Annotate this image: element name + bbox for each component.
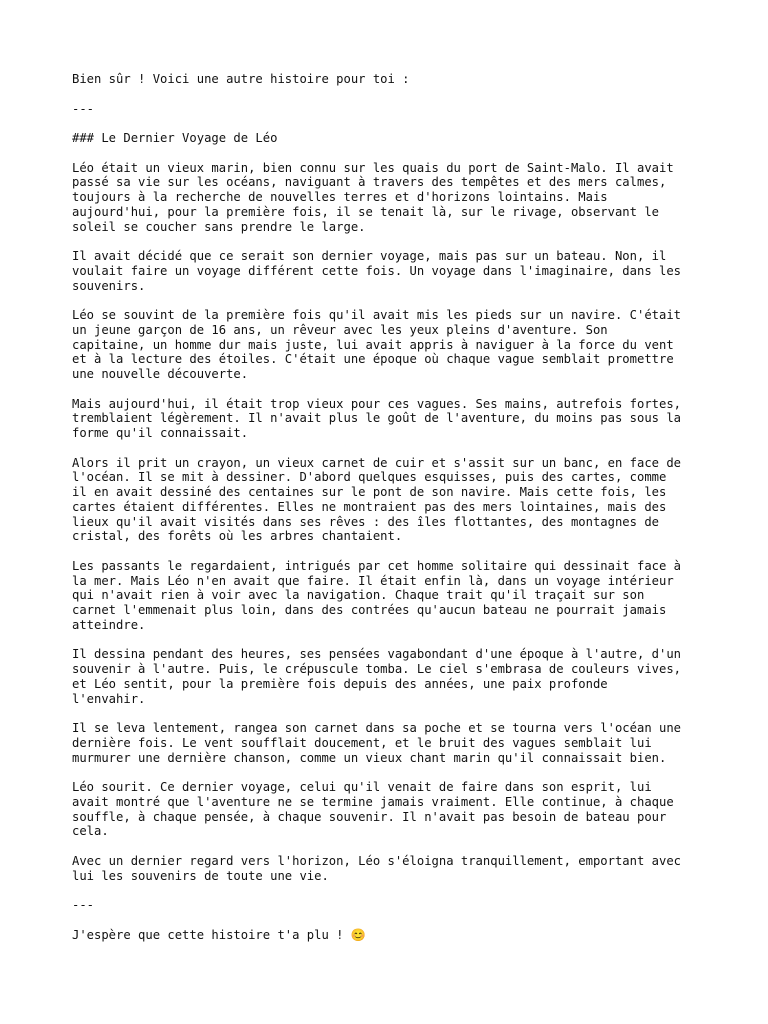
paragraph-line: Il dessina pendant des heures, ses pensées vagabondant d'une époque à l'autre, d'un [72, 647, 682, 662]
paragraph-line: forme qu'il connaissait. [72, 426, 249, 440]
paragraph-line: Léo sourit. Ce dernier voyage, celui qu'il venait de faire dans son esprit, lui [72, 780, 652, 794]
paragraph-line: souvenirs. [72, 278, 146, 293]
story-heading: ### Le Dernier Voyage de Léo [72, 131, 278, 145]
paragraph-line: Les passants le regardaient, intrigués par cet homme solitaire qui dessinait face à [72, 558, 682, 573]
paragraph-line: souvenir à l'autre. Puis, le crépuscule tomba. Le ciel s'embrasa de couleurs vives, [72, 662, 682, 676]
paragraph-line: tremblaient légèrement. Il n'avait plus le goût de l'aventure, du moins pas sous la [72, 411, 682, 426]
paragraph-line: qui n'avait rien à voir avec la navigation. Chaque trait qu'il traçait sur son [72, 588, 645, 603]
paragraph-line: aujourd'hui, pour la première fois, il se tenait là, sur le rivage, observant le [72, 204, 659, 219]
paragraph-line: lieux qu'il avait visités dans ses rêves : des îles flottantes, des montagnes de [72, 514, 659, 529]
paragraph-line: avait montré que l'aventure ne se termine jamais vraiment. Elle continue, à chaque [72, 794, 674, 809]
paragraph-line: soleil se coucher sans prendre le large. [72, 219, 366, 234]
paragraph-line: et Léo sentit, pour la première fois depuis des années, une paix profonde [72, 676, 608, 691]
paragraph-line: lui les souvenirs de toute une vie. [72, 868, 329, 883]
story-paragraph [72, 308, 702, 382]
paragraph-line: murmurer une dernière chanson, comme un vieux chant marin qu'il connaissait bien. [72, 750, 667, 765]
paragraph-line: Il se leva lentement, rangea son carnet dans sa poche et se tourna vers l'océan une [72, 721, 682, 735]
story-paragraph [72, 559, 702, 633]
paragraph-line: Mais aujourd'hui, il était trop vieux pour ces vagues. Ses mains, autrefois fortes, [72, 396, 682, 411]
paragraph-line: voulait faire un voyage différent cette fois. Un voyage dans l'imaginaire, dans les [72, 263, 682, 278]
story-paragraph [72, 397, 702, 441]
separator-bottom: --- [72, 898, 95, 912]
intro-text: Bien sûr ! Voici une autre histoire pour toi : [72, 72, 410, 86]
paragraph-line: et à la lecture des étoiles. C'était une époque où chaque vague semblait promettre [72, 352, 674, 367]
story-paragraph [72, 161, 702, 235]
paragraph-line: souffle, à chaque pensée, à chaque souvenir. Il n'avait pas besoin de bateau pour [72, 809, 667, 824]
story-paragraph [72, 456, 702, 545]
paragraph-line: un jeune garçon de 16 ans, un rêveur avec les yeux pleins d'aventure. Son [72, 322, 608, 337]
paragraph-line: une nouvelle découverte. [72, 367, 249, 381]
story-paragraph [72, 854, 702, 884]
paragraph-line: Alors il prit un crayon, un vieux carnet de cuir et s'assit sur un banc, en face de [72, 455, 682, 470]
paragraph-line: capitaine, un homme dur mais juste, lui avait appris à naviguer à la force du vent [72, 337, 674, 352]
paragraph-line: Avec un dernier regard vers l'horizon, Léo s'éloigna tranquillement, emportant avec [72, 853, 682, 868]
paragraph-line: atteindre. [72, 617, 146, 632]
paragraph-line: Il avait décidé que ce serait son dernier voyage, mais pas sur un bateau. Non, il [72, 249, 667, 263]
separator-top: --- [72, 101, 95, 116]
paragraph-line: la mer. Mais Léo n'en avait que faire. Il était enfin là, dans un voyage intérieur [72, 573, 674, 588]
paragraph-line: cristal, des forêts où les arbres chantaient. [72, 529, 403, 544]
paragraph-line: toujours à la recherche de nouvelles terres et d'horizons lointains. Mais [72, 190, 608, 204]
paragraph-line: passé sa vie sur les océans, naviguant à travers des tempêtes et des mers calmes, [72, 175, 667, 190]
closing-text: J'espère que cette histoire t'a plu ! 😊 [72, 927, 366, 942]
paragraph-line: l'océan. Il se mit à dessiner. D'abord quelques esquisses, puis des cartes, comme [72, 470, 667, 485]
paragraph-line: carnet l'emmenait plus loin, dans des contrées qu'aucun bateau ne pourrait jamais [72, 603, 667, 617]
story-paragraph [72, 780, 702, 839]
paragraph-line: dernière fois. Le vent soufflait doucement, et le bruit des vagues semblait lui [72, 735, 652, 750]
story-body [72, 161, 702, 884]
paragraph-line: il en avait dessiné des centaines sur le pont de son navire. Mais cette fois, les [72, 485, 667, 499]
paragraph-line: cartes étaient différentes. Elles ne montraient pas des mers lointaines, mais des [72, 499, 667, 514]
paragraph-line: Léo se souvint de la première fois qu'il avait mis les pieds sur un navire. C'était [72, 308, 682, 322]
story-paragraph [72, 647, 702, 706]
story-paragraph [72, 721, 702, 765]
paragraph-line: l'envahir. [72, 691, 146, 706]
story-paragraph [72, 249, 702, 293]
document-page [72, 72, 702, 957]
paragraph-line: cela. [72, 824, 109, 839]
paragraph-line: Léo était un vieux marin, bien connu sur les quais du port de Saint-Malo. Il avait [72, 160, 674, 175]
